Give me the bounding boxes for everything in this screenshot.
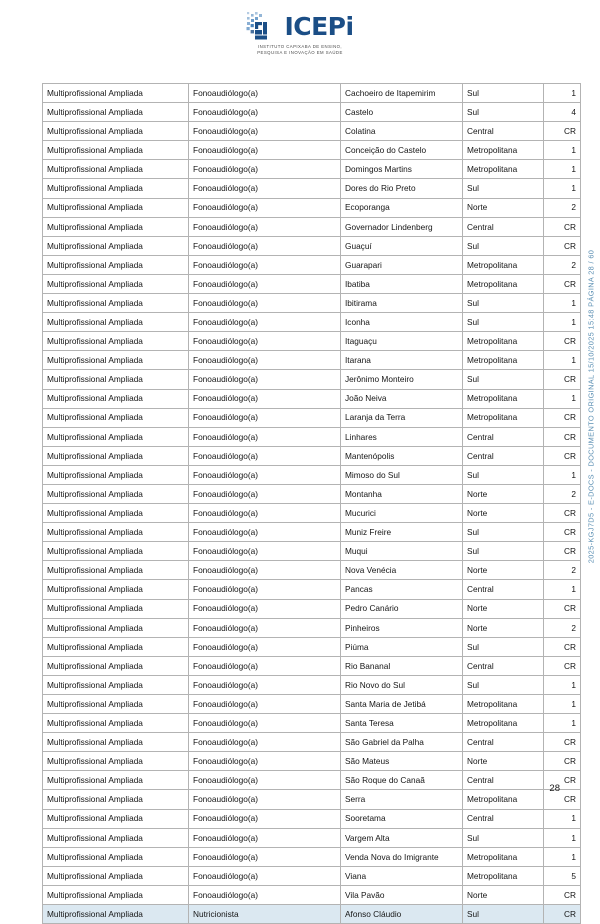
cell-vagas: CR [544,274,581,293]
table-row [43,122,581,141]
table-body [43,84,581,924]
cell-municipio: Sooretama [341,809,463,828]
cell-municipio: Domingos Martins [341,160,463,179]
logo-wordmark: ICEPi [284,11,354,41]
table-row [43,580,581,599]
cell-regiao: Metropolitana [463,141,544,160]
cell-programa: Multiprofissional Ampliada [43,809,189,828]
cell-municipio: São Gabriel da Palha [341,733,463,752]
cell-municipio: João Neiva [341,389,463,408]
cell-regiao: Metropolitana [463,866,544,885]
cell-regiao: Sul [463,828,544,847]
table-row [43,141,581,160]
cell-municipio: Itaguaçu [341,332,463,351]
cell-categoria: Nutricionista [189,905,341,924]
cell-programa: Multiprofissional Ampliada [43,828,189,847]
cell-municipio: Mantenópolis [341,446,463,465]
table-row [43,484,581,503]
cell-vagas: 2 [544,484,581,503]
cell-municipio: Ibitirama [341,294,463,313]
table-row [43,561,581,580]
icepi-logo [225,11,375,56]
cell-regiao: Metropolitana [463,790,544,809]
cell-municipio: Vargem Alta [341,828,463,847]
table-row [43,332,581,351]
table-row [43,618,581,637]
table-row [43,675,581,694]
cell-regiao: Sul [463,179,544,198]
cell-municipio: Linhares [341,427,463,446]
cell-regiao: Sul [463,236,544,255]
cell-municipio: Governador Lindenberg [341,217,463,236]
table-row [43,828,581,847]
cell-programa: Multiprofissional Ampliada [43,733,189,752]
cell-vagas: 1 [544,389,581,408]
cell-categoria: Fonoaudiólogo(a) [189,656,341,675]
cell-regiao: Sul [463,370,544,389]
cell-municipio: Itarana [341,351,463,370]
cell-programa: Multiprofissional Ampliada [43,905,189,924]
cell-categoria: Fonoaudiólogo(a) [189,771,341,790]
cell-programa: Multiprofissional Ampliada [43,561,189,580]
cell-categoria: Fonoaudiólogo(a) [189,294,341,313]
cell-regiao: Central [463,771,544,790]
cell-categoria: Fonoaudiólogo(a) [189,179,341,198]
table-row [43,351,581,370]
cell-vagas: 1 [544,675,581,694]
table-row [43,313,581,332]
cell-programa: Multiprofissional Ampliada [43,446,189,465]
cell-municipio: São Roque do Canaã [341,771,463,790]
cell-vagas: CR [544,656,581,675]
cell-municipio: Iconha [341,313,463,332]
cell-vagas: 1 [544,714,581,733]
icepi-pixel-logo-icon [246,11,280,41]
cell-categoria: Fonoaudiólogo(a) [189,637,341,656]
cell-categoria: Fonoaudiólogo(a) [189,351,341,370]
cell-municipio: Montanha [341,484,463,503]
cell-regiao: Norte [463,561,544,580]
cell-vagas: 2 [544,255,581,274]
cell-vagas: CR [544,752,581,771]
cell-categoria: Fonoaudiólogo(a) [189,198,341,217]
cell-vagas: 1 [544,313,581,332]
cell-regiao: Metropolitana [463,255,544,274]
cell-regiao: Sul [463,465,544,484]
cell-programa: Multiprofissional Ampliada [43,160,189,179]
table-row [43,905,581,924]
cell-categoria: Fonoaudiólogo(a) [189,561,341,580]
cell-vagas: CR [544,790,581,809]
cell-programa: Multiprofissional Ampliada [43,637,189,656]
cell-categoria: Fonoaudiólogo(a) [189,274,341,293]
table-row [43,656,581,675]
cell-vagas: CR [544,523,581,542]
cell-categoria: Fonoaudiólogo(a) [189,370,341,389]
cell-regiao: Central [463,427,544,446]
cell-municipio: Santa Teresa [341,714,463,733]
cell-regiao: Sul [463,542,544,561]
table-row [43,274,581,293]
cell-categoria: Fonoaudiólogo(a) [189,847,341,866]
cell-categoria: Fonoaudiólogo(a) [189,866,341,885]
cell-programa: Multiprofissional Ampliada [43,294,189,313]
cell-vagas: CR [544,771,581,790]
cell-vagas: CR [544,217,581,236]
table-row [43,255,581,274]
cell-regiao: Norte [463,752,544,771]
cell-regiao: Central [463,656,544,675]
cell-categoria: Fonoaudiólogo(a) [189,408,341,427]
cell-vagas: 1 [544,294,581,313]
cell-programa: Multiprofissional Ampliada [43,771,189,790]
cell-programa: Multiprofissional Ampliada [43,866,189,885]
cell-municipio: Muqui [341,542,463,561]
table-row [43,217,581,236]
cell-regiao: Sul [463,103,544,122]
cell-vagas: CR [544,408,581,427]
cell-categoria: Fonoaudiólogo(a) [189,752,341,771]
cell-regiao: Central [463,122,544,141]
cell-vagas: 2 [544,198,581,217]
cell-categoria: Fonoaudiólogo(a) [189,255,341,274]
table-row [43,465,581,484]
cell-categoria: Fonoaudiólogo(a) [189,332,341,351]
cell-vagas: 1 [544,465,581,484]
table-row [43,637,581,656]
cell-programa: Multiprofissional Ampliada [43,618,189,637]
cell-categoria: Fonoaudiólogo(a) [189,809,341,828]
cell-regiao: Metropolitana [463,847,544,866]
cell-vagas: CR [544,542,581,561]
cell-categoria: Fonoaudiólogo(a) [189,695,341,714]
cell-vagas: CR [544,370,581,389]
cell-vagas: 1 [544,580,581,599]
cell-vagas: 1 [544,847,581,866]
cell-programa: Multiprofissional Ampliada [43,255,189,274]
cell-categoria: Fonoaudiólogo(a) [189,618,341,637]
cell-vagas: CR [544,599,581,618]
cell-municipio: Jerônimo Monteiro [341,370,463,389]
table-row [43,885,581,904]
cell-municipio: Piúma [341,637,463,656]
cell-programa: Multiprofissional Ampliada [43,141,189,160]
cell-vagas: 1 [544,84,581,103]
cell-municipio: Guarapari [341,255,463,274]
page-number: 28 [549,783,560,794]
cell-municipio: Pedro Canário [341,599,463,618]
table-row [43,695,581,714]
cell-programa: Multiprofissional Ampliada [43,580,189,599]
cell-municipio: Pinheiros [341,618,463,637]
cell-vagas: CR [544,122,581,141]
cell-municipio: Colatina [341,122,463,141]
cell-vagas: 5 [544,866,581,885]
table-row [43,599,581,618]
cell-programa: Multiprofissional Ampliada [43,236,189,255]
cell-municipio: Castelo [341,103,463,122]
cell-vagas: CR [544,504,581,523]
cell-programa: Multiprofissional Ampliada [43,885,189,904]
logo-tagline [225,44,375,56]
cell-programa: Multiprofissional Ampliada [43,389,189,408]
cell-municipio: Rio Bananal [341,656,463,675]
cell-categoria: Fonoaudiólogo(a) [189,733,341,752]
edocs-watermark-text: 2025-KGJ7D5 - E-DOCS - DOCUMENTO ORIGINAL 15/10/2025 15:48 PÁGINA 28 / 60 [586,249,596,564]
cell-vagas: 4 [544,103,581,122]
cell-municipio: Laranja da Terra [341,408,463,427]
table-row [43,370,581,389]
cell-programa: Multiprofissional Ampliada [43,504,189,523]
cell-municipio: São Mateus [341,752,463,771]
cell-programa: Multiprofissional Ampliada [43,484,189,503]
table-row [43,427,581,446]
cell-programa: Multiprofissional Ampliada [43,790,189,809]
cell-regiao: Metropolitana [463,274,544,293]
cell-categoria: Fonoaudiólogo(a) [189,141,341,160]
cell-municipio: Pancas [341,580,463,599]
cell-vagas: CR [544,446,581,465]
cell-vagas: CR [544,885,581,904]
cell-categoria: Fonoaudiólogo(a) [189,427,341,446]
cell-regiao: Sul [463,523,544,542]
cell-municipio: Ibatiba [341,274,463,293]
table-row [43,714,581,733]
cell-regiao: Central [463,733,544,752]
cell-vagas: 1 [544,160,581,179]
table-row [43,446,581,465]
cell-vagas: 1 [544,695,581,714]
table-row [43,523,581,542]
cell-categoria: Fonoaudiólogo(a) [189,160,341,179]
cell-municipio: Afonso Cláudio [341,905,463,924]
table-row [43,103,581,122]
cell-municipio: Viana [341,866,463,885]
cell-municipio: Ecoporanga [341,198,463,217]
edocs-watermark-strip [582,0,600,813]
cell-programa: Multiprofissional Ampliada [43,656,189,675]
logo-tagline-line1: INSTITUTO CAPIXABA DE ENSINO, [257,44,343,49]
vacancies-table [42,83,581,924]
table-row [43,198,581,217]
cell-categoria: Fonoaudiólogo(a) [189,446,341,465]
cell-regiao: Norte [463,198,544,217]
cell-categoria: Fonoaudiólogo(a) [189,465,341,484]
cell-programa: Multiprofissional Ampliada [43,198,189,217]
cell-regiao: Central [463,809,544,828]
cell-programa: Multiprofissional Ampliada [43,84,189,103]
cell-regiao: Sul [463,294,544,313]
cell-categoria: Fonoaudiólogo(a) [189,236,341,255]
cell-categoria: Fonoaudiólogo(a) [189,122,341,141]
cell-regiao: Metropolitana [463,160,544,179]
cell-regiao: Sul [463,84,544,103]
cell-programa: Multiprofissional Ampliada [43,351,189,370]
table-row [43,866,581,885]
cell-regiao: Central [463,217,544,236]
table-row [43,84,581,103]
cell-municipio: Mucurici [341,504,463,523]
cell-programa: Multiprofissional Ampliada [43,370,189,389]
vacancies-table-container [42,83,580,924]
cell-regiao: Sul [463,675,544,694]
cell-categoria: Fonoaudiólogo(a) [189,580,341,599]
cell-categoria: Fonoaudiólogo(a) [189,675,341,694]
cell-programa: Multiprofissional Ampliada [43,714,189,733]
cell-regiao: Norte [463,599,544,618]
cell-vagas: 1 [544,179,581,198]
cell-categoria: Fonoaudiólogo(a) [189,523,341,542]
cell-programa: Multiprofissional Ampliada [43,599,189,618]
cell-regiao: Norte [463,618,544,637]
cell-categoria: Fonoaudiólogo(a) [189,84,341,103]
cell-regiao: Sul [463,313,544,332]
cell-municipio: Vila Pavão [341,885,463,904]
cell-programa: Multiprofissional Ampliada [43,427,189,446]
cell-categoria: Fonoaudiólogo(a) [189,790,341,809]
cell-regiao: Metropolitana [463,714,544,733]
table-row [43,809,581,828]
cell-programa: Multiprofissional Ampliada [43,217,189,236]
cell-vagas: 1 [544,828,581,847]
table-row [43,733,581,752]
cell-regiao: Sul [463,905,544,924]
table-row [43,408,581,427]
table-row [43,389,581,408]
cell-municipio: Rio Novo do Sul [341,675,463,694]
cell-municipio: Conceição do Castelo [341,141,463,160]
cell-programa: Multiprofissional Ampliada [43,179,189,198]
cell-programa: Multiprofissional Ampliada [43,274,189,293]
cell-vagas: CR [544,637,581,656]
cell-vagas: 2 [544,618,581,637]
cell-municipio: Cachoeiro de Itapemirim [341,84,463,103]
cell-vagas: 1 [544,351,581,370]
cell-programa: Multiprofissional Ampliada [43,103,189,122]
cell-municipio: Mimoso do Sul [341,465,463,484]
cell-vagas: CR [544,427,581,446]
cell-programa: Multiprofissional Ampliada [43,465,189,484]
table-row [43,160,581,179]
cell-vagas: 2 [544,561,581,580]
cell-programa: Multiprofissional Ampliada [43,752,189,771]
cell-programa: Multiprofissional Ampliada [43,675,189,694]
cell-categoria: Fonoaudiólogo(a) [189,885,341,904]
cell-municipio: Santa Maria de Jetibá [341,695,463,714]
cell-categoria: Fonoaudiólogo(a) [189,599,341,618]
cell-municipio: Muniz Freire [341,523,463,542]
cell-municipio: Nova Venécia [341,561,463,580]
cell-regiao: Metropolitana [463,408,544,427]
cell-categoria: Fonoaudiólogo(a) [189,828,341,847]
cell-programa: Multiprofissional Ampliada [43,408,189,427]
cell-municipio: Dores do Rio Preto [341,179,463,198]
cell-programa: Multiprofissional Ampliada [43,122,189,141]
cell-programa: Multiprofissional Ampliada [43,523,189,542]
cell-programa: Multiprofissional Ampliada [43,542,189,561]
cell-vagas: CR [544,733,581,752]
cell-categoria: Fonoaudiólogo(a) [189,313,341,332]
logo-row [246,11,353,41]
cell-vagas: CR [544,332,581,351]
cell-municipio: Venda Nova do Imigrante [341,847,463,866]
cell-municipio: Serra [341,790,463,809]
cell-regiao: Metropolitana [463,389,544,408]
table-row [43,294,581,313]
table-row [43,542,581,561]
logo-tagline-line2: PESQUISA E INOVAÇÃO EM SAÚDE [257,50,343,56]
cell-categoria: Fonoaudiólogo(a) [189,103,341,122]
cell-categoria: Fonoaudiólogo(a) [189,389,341,408]
cell-programa: Multiprofissional Ampliada [43,847,189,866]
cell-regiao: Central [463,446,544,465]
cell-vagas: 1 [544,141,581,160]
cell-programa: Multiprofissional Ampliada [43,695,189,714]
cell-regiao: Metropolitana [463,332,544,351]
document-header [0,0,600,56]
cell-regiao: Norte [463,484,544,503]
cell-municipio: Guaçuí [341,236,463,255]
cell-regiao: Central [463,580,544,599]
table-row [43,236,581,255]
table-row [43,847,581,866]
cell-vagas: CR [544,905,581,924]
cell-regiao: Metropolitana [463,695,544,714]
cell-vagas: CR [544,236,581,255]
cell-programa: Multiprofissional Ampliada [43,313,189,332]
cell-regiao: Metropolitana [463,351,544,370]
cell-regiao: Norte [463,504,544,523]
cell-categoria: Fonoaudiólogo(a) [189,542,341,561]
cell-regiao: Sul [463,637,544,656]
table-row [43,504,581,523]
cell-categoria: Fonoaudiólogo(a) [189,714,341,733]
cell-categoria: Fonoaudiólogo(a) [189,484,341,503]
cell-categoria: Fonoaudiólogo(a) [189,217,341,236]
table-row [43,179,581,198]
cell-regiao: Norte [463,885,544,904]
table-row [43,752,581,771]
cell-programa: Multiprofissional Ampliada [43,332,189,351]
cell-categoria: Fonoaudiólogo(a) [189,504,341,523]
cell-vagas: 1 [544,809,581,828]
